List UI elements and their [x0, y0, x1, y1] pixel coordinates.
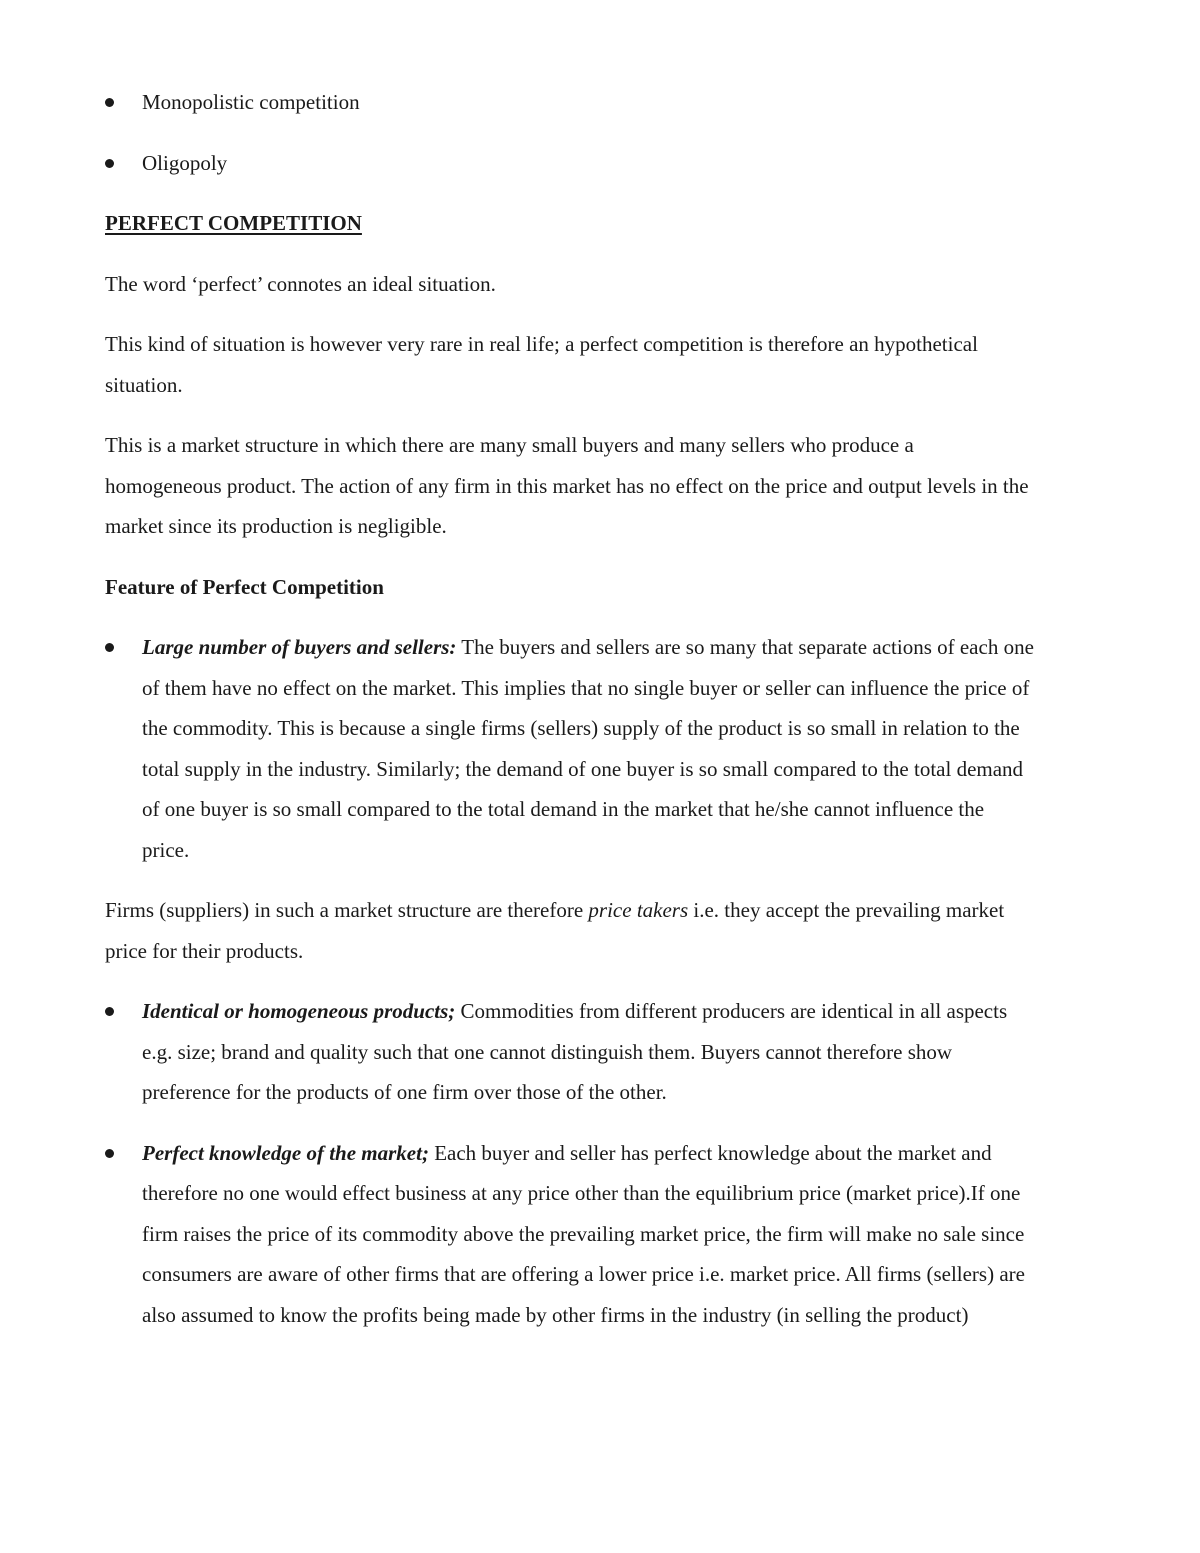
paragraph: The word ‘perfect’ connotes an ideal situation. [105, 271, 496, 296]
feature-item [105, 627, 1035, 870]
feature-text: Commodities from different producers are identical in all aspects e.g. size; brand and quality such that one cannot distinguish them. Buyers cannot therefore show preference for the products of one firm over those of the other. [142, 999, 1008, 1104]
paragraph-text: i.e. they accept the prevailing market price for their products. [105, 898, 1005, 963]
document-page [105, 82, 1035, 1335]
feature-text: The buyers and sellers are so many that separate actions of each one of them have no effect on the market. This implies that no single buyer or seller can influence the price of the commodity. This is because a single firms (sellers) supply of the product is so small in relation to the total supply in the industry. Similarly; the demand of one buyer is so small compared to the total demand of one buyer is so small compared to the total demand in the market that he/she cannot influence the price. [142, 635, 1034, 862]
list-item-text: Monopolistic competition [142, 90, 360, 114]
feature-term: Identical or homogeneous products; [142, 999, 456, 1023]
paragraph-text: Firms (suppliers) in such a market structure are therefore [105, 898, 589, 922]
paragraph [105, 890, 1035, 971]
list-item [105, 82, 1035, 123]
paragraph: This is a market structure in which there are many small buyers and many sellers who produce a homogeneous product. The action of any firm in this market has no effect on the price and output levels in the market since its production is negligible. [105, 433, 1029, 538]
feature-text: Each buyer and seller has perfect knowledge about the market and therefore no one would effect business at any price other than the equilibrium price (market price).If one firm raises the price of its commodity above the prevailing market price, the firm will make no sale since consumers are aware of other firms that are offering a lower price i.e. market price. All firms (sellers) are also assumed to know the profits being made by other firms in the industry (in selling the product) [142, 1140, 1025, 1327]
emphasis-text: price takers [588, 898, 689, 922]
list-item-text: Oligopoly [142, 150, 228, 175]
bullet-icon [105, 643, 114, 652]
bullet-icon [105, 98, 114, 107]
paragraph: This kind of situation is however very rare in real life; a perfect competition is therefore an hypothetical situation. [105, 332, 978, 397]
bullet-icon [105, 159, 114, 168]
feature-term: Large number of buyers and sellers: [142, 635, 457, 659]
bullet-icon [105, 1149, 114, 1158]
list-item [105, 143, 1035, 184]
bullet-icon [105, 1007, 114, 1016]
feature-item [105, 1133, 1035, 1336]
sub-heading: Feature of Perfect Competition [105, 574, 384, 599]
section-heading: PERFECT COMPETITION [105, 211, 362, 235]
feature-term: Perfect knowledge of the market; [142, 1140, 429, 1165]
feature-item [105, 991, 1035, 1113]
